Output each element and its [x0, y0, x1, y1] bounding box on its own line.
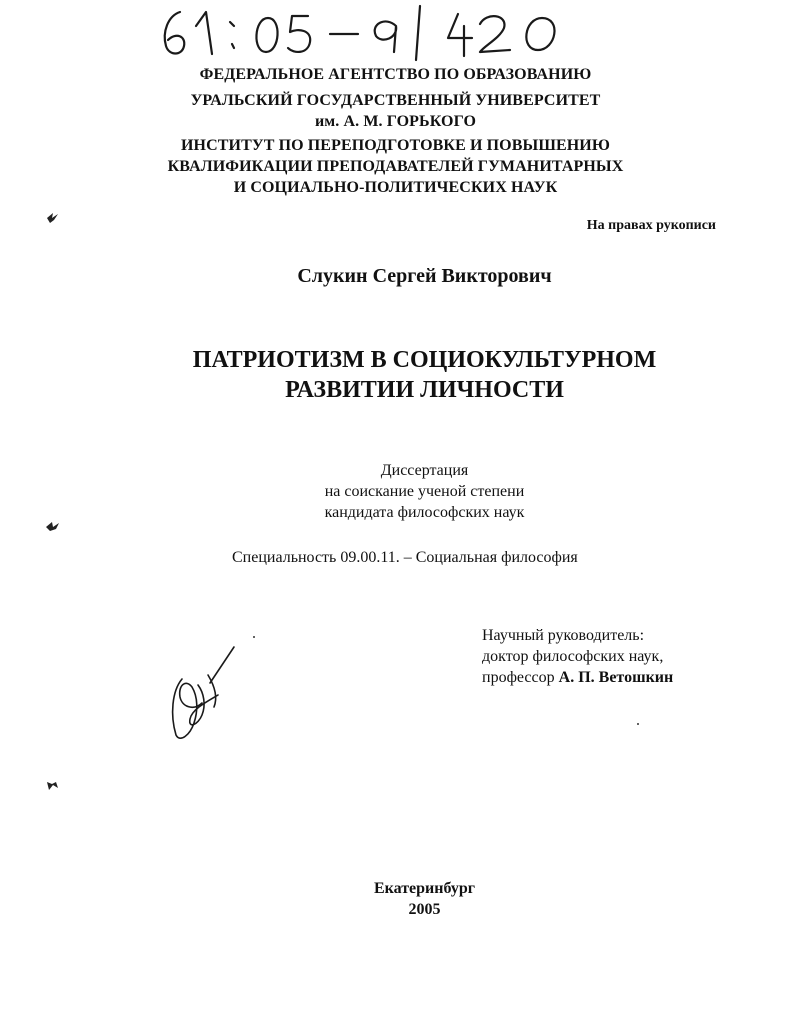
- dissertation-title: [0, 345, 791, 405]
- scan-speck: [637, 723, 639, 725]
- supervisor-position: профессор: [482, 669, 555, 686]
- author-name: Слукин Сергей Викторович: [297, 265, 552, 287]
- margin-mark-icon: [44, 778, 64, 794]
- institute-line-1: ИНСТИТУТ ПО ПЕРЕПОДГОТОВКЕ И ПОВЫШЕНИЮ: [181, 137, 610, 154]
- specialty: Специальность 09.00.11. – Социальная философия: [232, 549, 578, 566]
- handwritten-archive-number: [158, 4, 578, 62]
- margin-mark-icon: [44, 210, 64, 226]
- supervisor-degree: доктор философских наук,: [482, 648, 664, 665]
- publication-footer: [0, 878, 791, 920]
- supervisor-name: А. П. Ветошкин: [558, 669, 674, 686]
- title-line-2: РАЗВИТИИ ЛИЧНОСТИ: [285, 377, 564, 403]
- institute-line-3: И СОЦИАЛЬНО-ПОЛИТИЧЕСКИХ НАУК: [233, 179, 558, 196]
- university-header: [0, 90, 791, 132]
- publication-city: Екатеринбург: [373, 880, 476, 897]
- institute-line-2: КВАЛИФИКАЦИИ ПРЕПОДАВАТЕЛЕЙ ГУМАНИТАРНЫХ: [167, 158, 624, 175]
- supervisor-block: [482, 625, 673, 688]
- dissertation-line-1: Диссертация: [380, 462, 469, 479]
- dissertation-description: [0, 460, 791, 523]
- publication-year: 2005: [408, 901, 441, 918]
- dissertation-line-2: на соискание ученой степени: [324, 483, 525, 500]
- signature-icon: [168, 645, 240, 745]
- university-named-after: им. А. М. ГОРЬКОГО: [314, 113, 477, 130]
- agency-name: ФЕДЕРАЛЬНОЕ АГЕНТСТВО ПО ОБРАЗОВАНИЮ: [199, 66, 592, 83]
- dissertation-line-3: кандидата философских наук: [324, 504, 525, 521]
- scan-speck: [253, 636, 255, 638]
- agency-header: [0, 64, 791, 85]
- title-line-1: ПАТРИОТИЗМ В СОЦИОКУЛЬТУРНОМ: [192, 347, 657, 373]
- rights-note: На правах рукописи: [586, 218, 716, 233]
- supervisor-title-line: [482, 667, 673, 688]
- supervisor-label: Научный руководитель:: [482, 627, 645, 644]
- institute-header: [0, 135, 791, 198]
- university-name: УРАЛЬСКИЙ ГОСУДАРСТВЕННЫЙ УНИВЕРСИТЕТ: [190, 92, 601, 109]
